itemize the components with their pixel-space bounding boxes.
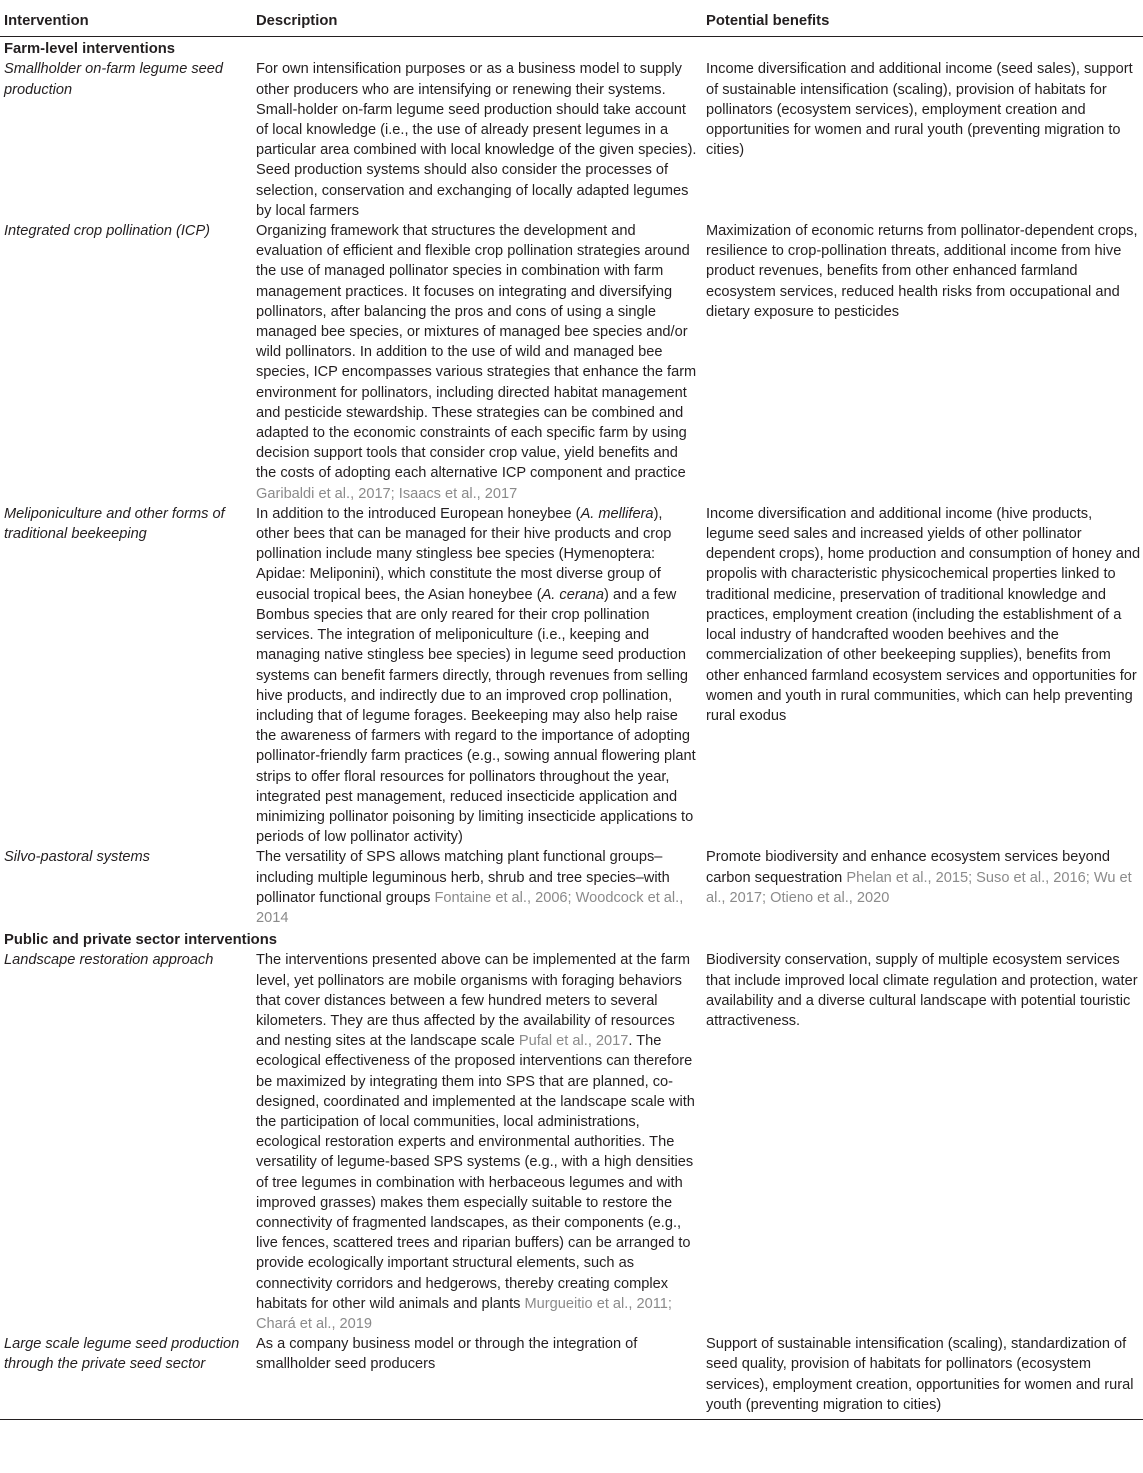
- species-name: A. cerana: [541, 586, 605, 603]
- intervention-name: Large scale legume seed production through the private seed sector: [0, 1334, 253, 1419]
- header-benefits: Potential benefits: [703, 6, 1143, 37]
- intervention-name: Landscape restoration approach: [4, 952, 214, 969]
- section-public-private: Public and private sector interventions: [4, 932, 277, 949]
- citation: Pufal et al., 2017: [518, 1033, 629, 1050]
- table-row: [0, 847, 1143, 928]
- description-text: The versatility of SPS allows matching plant functional groups–including multiple leguminous herb, shrub and tree species–with pollinator functional groups: [256, 849, 670, 906]
- species-name: A. mellifera: [580, 505, 654, 522]
- intervention-benefits: Income diversification and additional income (hive products, legume seed sales and increased yields of other pollinator dependent crops), home production and consumption of honey and propolis with characteristic physicochemical properties linked to traditional medicine, preservation of traditional knowledge and practices, employment creation (including the establishment of a local industry of handcrafted wooden beehives and the commercialization of other beekeeping supplies), benefits from other enhanced farmland ecosystem services and opportunities for women and youth in rural communities, which can help preventing rural exodus: [706, 505, 1141, 724]
- intervention-description: For own intensification purposes or as a business model to supply other producers who are intensifying or renewing their systems. Small-holder on-farm legume seed production should take account of local knowledge (i.e., the use of already present legumes in a particular area combined with local knowledge of the given species). Seed production systems should also consider the processes of selection, conservation and exchanging of locally adapted legumes by local farmers: [256, 61, 697, 219]
- description-text: Organizing framework that structures the development and evaluation of efficient and flexible crop pollination strategies around the use of managed pollinator species in combination with farm management practices. It focuses on integrating and diversifying pollinators, after balancing the pros and cons of using a single managed bee species, or mixtures of managed bee species and/or wild pollinators. In addition to the use of wild and managed bee species, ICP encompasses various strategies that enhance the farm environment for pollinators, including directed habitat management and pesticide stewardship. These strategies can be combined and adapted to the economic constraints of each specific farm by using decision support tools that consider crop value, yield benefits and the costs of adopting each alternative ICP component and practice: [256, 223, 697, 482]
- table-row: [0, 59, 1143, 221]
- section-row: [0, 37, 1143, 60]
- intervention-description: [253, 847, 703, 928]
- intervention-benefits: Income diversification and additional income (seed sales), support of sustainable intensification (scaling), provision of habitats for pollinators (ecosystem services), employment creation and opportunities for women and rural youth (preventing migration to cities): [706, 61, 1133, 159]
- description-text: In addition to the introduced European honeybee (: [256, 505, 581, 522]
- description-text: ) and a few Bombus species that are only reared for their crop pollination services. The integration of meliponiculture (i.e., keeping and managing native stingless bee species) in legume seed production systems can benefit farmers directly, through revenues from selling hive products, and indirectly due to an improved crop pollination, including that of legume forages. Beekeeping may also help raise the awareness of farmers with regard to the importance of adopting pollinator-friendly farm practices (e.g., sowing annual flowering plant strips to offer floral resources for pollinators throughout the year, integrated pest management, reduced insecticide application and minimizing pollinator poisoning by limiting insecticide applications to periods of low pollinator activity): [256, 586, 696, 846]
- header-intervention: Intervention: [0, 6, 253, 37]
- interventions-table: [0, 6, 1143, 1420]
- intervention-benefits: Maximization of economic returns from pollinator-dependent crops, resilience to crop-pollination threats, additional income from hive product revenues, benefits from other enhanced farmland ecosystem services, reduced health risks from occupational and dietary exposure to pesticides: [706, 223, 1138, 320]
- intervention-description: [253, 504, 703, 847]
- table-header: [0, 6, 1143, 37]
- intervention-description: As a company business model or through the integration of smallholder seed producers: [253, 1334, 703, 1419]
- section-farm-level: Farm-level interventions: [4, 41, 176, 58]
- header-description: Description: [253, 6, 703, 37]
- citation: Garibaldi et al., 2017; Isaacs et al., 2017: [256, 485, 518, 502]
- table-row: [0, 221, 1143, 504]
- table-row: [0, 950, 1143, 1334]
- citation: Phelan et al., 2015; Suso et al., 2016; Wu et al., 2017; Otieno et al., 2020: [706, 869, 1132, 906]
- description-text: ), other bees that can be managed for their hive products and crop pollination include many stingless bee species (Hymenoptera: Apidae: Meliponini), which constitute the most diverse group of eusocial tropical bees, the Asian honeybee (: [256, 505, 672, 603]
- intervention-description: [253, 221, 703, 504]
- section-row: [0, 928, 1143, 950]
- intervention-name: Integrated crop pollination (ICP): [4, 223, 211, 240]
- intervention-benefits: Biodiversity conservation, supply of multiple ecosystem services that include improved local climate regulation and protection, water availability and a diverse cultural landscape with potential touristic attractiveness.: [706, 952, 1138, 1029]
- intervention-name: Silvo-pastoral systems: [4, 849, 150, 866]
- citation: Murgueitio et al., 2011; Chará et al., 2019: [256, 1295, 672, 1332]
- intervention-benefits: Support of sustainable intensification (scaling), standardization of seed quality, provision of habitats for pollinators (ecosystem services), employment creation, opportunities for women and rural youth (preventing migration to cities): [703, 1334, 1143, 1419]
- description-text: . The ecological effectiveness of the proposed interventions can therefore be maximized by integrating them into SPS that are planned, co-designed, coordinated and implemented at the landscape scale with the participation of local communities, local administrations, ecological restoration experts and environmental authorities. The versatility of legume-based SPS systems (e.g., with a high densities of tree legumes in combination with herbaceous legumes and with improved grasses) makes them especially suitable to restore the connectivity of fragmented landscapes, as their components (e.g., live fences, scattered trees and riparian buffers) can be arranged to provide ecologically important structural elements, such as connectivity corridors and hedgerows, thereby creating complex habitats for other wild animals and plants: [256, 1033, 695, 1312]
- intervention-description: [253, 950, 703, 1334]
- intervention-name: Smallholder on-farm legume seed production: [4, 61, 224, 98]
- intervention-benefits: [703, 847, 1143, 928]
- description-text: The interventions presented above can be implemented at the farm level, yet pollinators are mobile organisms with foraging behaviors that cover distances between a few hundred meters to several kilometers. They are thus affected by the availability of resources and nesting sites at the landscape scale: [256, 952, 691, 1050]
- table-row: [0, 504, 1143, 847]
- table-row: [0, 1334, 1143, 1419]
- citation: Fontaine et al., 2006; Woodcock et al., 2014: [256, 889, 684, 926]
- benefits-text: Promote biodiversity and enhance ecosystem services beyond carbon sequestration: [706, 849, 1110, 886]
- intervention-name: Meliponiculture and other forms of traditional beekeeping: [4, 505, 225, 543]
